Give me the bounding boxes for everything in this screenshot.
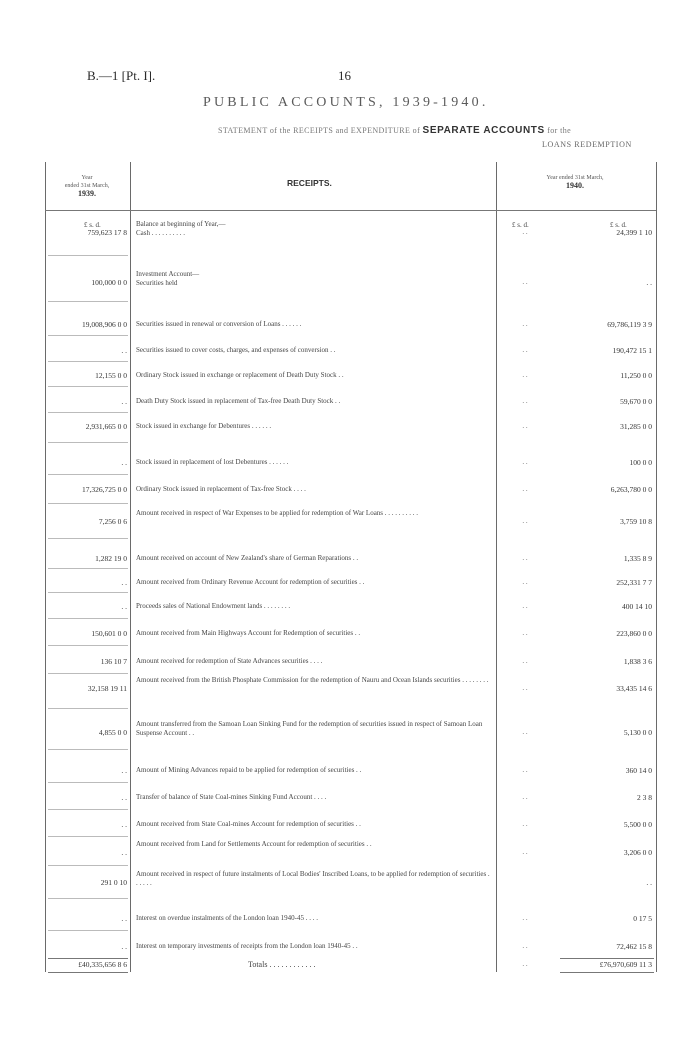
row-description: Stock issued in replacement of lost Debentures . . . . . .: [136, 458, 289, 466]
row-description: Proceeds sales of National Endowment lands . . . . . . . .: [136, 602, 291, 610]
header-bottom-rule: [45, 210, 656, 211]
totals-bottom-rule: [48, 972, 128, 973]
row-description: Amount received from State Coal-mines Account for redemption of securities . .: [136, 820, 361, 828]
row-amount-1940: 252,331 7 7: [616, 578, 652, 587]
row-amount-col3: . .: [522, 554, 528, 562]
row-amount-1939: . .: [121, 848, 127, 857]
table-border-left: [45, 162, 46, 972]
column-header-receipts: RECEIPTS.: [287, 178, 332, 188]
row-description: Balance at beginning of Year,— Cash . . . . . . . . . .: [136, 220, 226, 237]
row-separator: [48, 673, 128, 674]
statement-subtitle: [218, 125, 571, 136]
row-description: Investment Account— Securities held: [136, 270, 200, 287]
totals-top-rule: [48, 958, 128, 959]
row-amount-1940: 190,472 15 1: [612, 346, 652, 355]
row-separator: [48, 412, 128, 413]
row-separator: [48, 592, 128, 593]
row-amount-col3: . .: [522, 578, 528, 586]
row-amount-1940: 11,250 0 0: [620, 371, 652, 380]
row-description: Securities issued to cover costs, charges, and expenses of conversion . .: [136, 346, 336, 354]
row-description: Amount received in respect of future instalments of Local Bodies' Inscribed Loans, to be applied for redemption of securities . . . . . .: [136, 870, 490, 887]
row-amount-col3: . .: [522, 766, 528, 774]
row-amount-1939: . .: [121, 397, 127, 406]
column-divider-1940: [656, 162, 657, 972]
row-amount-1940: 33,435 14 6: [616, 684, 652, 693]
row-amount-1940: 1,335 8 9: [623, 554, 652, 563]
row-amount-1940: 3,759 10 8: [620, 517, 652, 526]
row-description: Transfer of balance of State Coal-mines Sinking Fund Account . . . .: [136, 793, 327, 801]
row-separator: [48, 782, 128, 783]
row-amount-1939: 32,158 19 11: [87, 684, 127, 693]
row-amount-1939: 17,326,725 0 0: [82, 485, 127, 494]
row-amount-col3: . .: [522, 793, 528, 801]
row-description: Ordinary Stock issued in exchange or replacement of Death Duty Stock . .: [136, 371, 344, 379]
row-amount-1940: 400 14 10: [622, 602, 652, 611]
row-description: Death Duty Stock issued in replacement of Tax-free Death Duty Stock . .: [136, 397, 341, 405]
row-separator: [48, 930, 128, 931]
row-amount-1940: 1,838 3 6: [623, 657, 652, 666]
subtitle-tail-text: for the: [547, 126, 572, 135]
row-description: Ordinary Stock issued in replacement of Tax-free Stock . . . .: [136, 485, 306, 493]
totals-label: Totals . . . . . . . . . . . .: [248, 960, 316, 969]
row-amount-1940: 59,670 0 0: [620, 397, 652, 406]
column-header-1939: Year ended 31st March, 1939.: [64, 175, 110, 198]
row-amount-1940: 72,462 15 8: [616, 942, 652, 951]
row-amount-col3: . .: [522, 517, 528, 525]
totals-1940: £76,970,609 11 3: [599, 960, 652, 969]
row-amount-1939: 100,000 0 0: [91, 278, 127, 287]
row-amount-col3: . .: [522, 371, 528, 379]
row-separator: [48, 836, 128, 837]
row-amount-1939: . .: [121, 458, 127, 467]
row-description: Securities issued in renewal or conversion of Loans . . . . . .: [136, 320, 302, 328]
row-separator: [48, 618, 128, 619]
row-amount-col3: . .: [522, 657, 528, 665]
row-description: Interest on overdue instalments of the London loan 1940-45 . . . .: [136, 914, 318, 922]
row-amount-1940: 31,285 0 0: [620, 422, 652, 431]
row-separator: [48, 386, 128, 387]
column-divider-receipts: [496, 162, 497, 972]
page-title: PUBLIC ACCOUNTS, 1939-1940.: [203, 95, 489, 110]
row-amount-1939: . .: [121, 942, 127, 951]
column-divider-1939: [130, 162, 131, 972]
row-amount-col3: . .: [522, 602, 528, 610]
row-description: Amount received from the British Phosphate Commission for the redemption of Nauru and Ocean Islands securities . . . . . . . .: [136, 676, 489, 684]
totals-bottom-rule-1940: [560, 972, 654, 973]
row-amount-col3: . .: [522, 458, 528, 466]
subtitle-small-text: STATEMENT of the RECEIPTS and EXPENDITURE of: [218, 126, 421, 135]
units-1940: £ s. d.: [610, 221, 627, 229]
row-description: Amount received from Main Highways Account for Redemption of securities . .: [136, 629, 361, 637]
totals-col3: . .: [522, 960, 528, 968]
row-amount-1939: 136 10 7: [100, 657, 127, 666]
row-amount-col3: . .: [522, 485, 528, 493]
row-amount-1939: 759,623 17 8: [87, 228, 127, 237]
row-description: Amount received on account of New Zealand's share of German Reparations . .: [136, 554, 359, 562]
row-amount-col3: . .: [522, 228, 528, 236]
row-amount-1940: 6,263,780 0 0: [610, 485, 652, 494]
row-amount-1939: 19,008,906 0 0: [82, 320, 127, 329]
row-amount-col3: . .: [522, 848, 528, 856]
row-amount-1940: 360 14 0: [625, 766, 652, 775]
row-amount-col3: . .: [522, 422, 528, 430]
row-amount-col3: . .: [522, 728, 528, 736]
document-reference: B.—1 [Pt. I].: [87, 68, 156, 83]
row-amount-1939: 1,282 19 0: [95, 554, 127, 563]
row-amount-1940: 5,130 0 0: [623, 728, 652, 737]
row-description: Amount received for redemption of State Advances securities . . . .: [136, 657, 323, 665]
totals-1939: £40,335,656 8 6: [78, 960, 127, 969]
row-separator: [48, 255, 128, 256]
row-separator: [48, 503, 128, 504]
row-amount-1940: 69,786,119 3 9: [607, 320, 652, 329]
row-amount-1939: . .: [121, 346, 127, 355]
page-number: 16: [338, 68, 351, 83]
row-amount-col3: . .: [522, 914, 528, 922]
row-amount-col3: . .: [522, 629, 528, 637]
row-amount-col3: . .: [522, 346, 528, 354]
row-amount-1939: . .: [121, 578, 127, 587]
row-amount-1939: 291 0 10: [100, 878, 127, 887]
row-amount-1940: . .: [646, 878, 652, 887]
row-amount-col3: . .: [522, 278, 528, 286]
row-amount-1939: . .: [121, 820, 127, 829]
row-separator: [48, 361, 128, 362]
row-separator: [48, 568, 128, 569]
row-separator: [48, 538, 128, 539]
row-separator: [48, 809, 128, 810]
row-amount-1940: 5,500 0 0: [623, 820, 652, 829]
row-separator: [48, 865, 128, 866]
subtitle-account-name: LOANS REDEMPTION: [542, 140, 632, 149]
row-amount-1939: . .: [121, 766, 127, 775]
units-col3: £ s. d.: [512, 221, 529, 229]
subtitle-bold-text: SEPARATE ACCOUNTS: [422, 125, 545, 136]
row-separator: [48, 645, 128, 646]
row-amount-1939: 150,601 0 0: [91, 629, 127, 638]
row-amount-col3: . .: [522, 820, 528, 828]
row-description: Amount received from Ordinary Revenue Account for redemption of securities . .: [136, 578, 365, 586]
column-header-1940: Year ended 31st March, 1940.: [546, 175, 604, 190]
row-amount-col3: . .: [522, 942, 528, 950]
row-amount-1940: 0 17 5: [633, 914, 652, 923]
row-amount-1940: . .: [646, 278, 652, 287]
row-amount-1940: 24,399 1 10: [616, 228, 652, 237]
row-description: Amount received in respect of War Expenses to be applied for redemption of War Loans . . . . . . . . . .: [136, 509, 419, 517]
row-amount-1939: . .: [121, 793, 127, 802]
row-amount-1940: 3,206 0 0: [623, 848, 652, 857]
row-amount-col3: . .: [522, 320, 528, 328]
row-amount-1939: 12,155 0 0: [95, 371, 127, 380]
row-description: Amount transferred from the Samoan Loan Sinking Fund for the redemption of securities issued in respect of Samoan Loan Suspense Account . .: [136, 720, 483, 737]
row-amount-1939: 4,855 0 0: [98, 728, 127, 737]
row-amount-col3: . .: [522, 684, 528, 692]
row-amount-1939: . .: [121, 602, 127, 611]
row-amount-1940: 100 0 0: [629, 458, 652, 467]
row-description: Amount of Mining Advances repaid to be applied for redemption of securities . .: [136, 766, 362, 774]
row-separator: [48, 442, 128, 443]
row-amount-col3: . .: [522, 397, 528, 405]
row-separator: [48, 335, 128, 336]
row-description: Stock issued in exchange for Debentures . . . . . .: [136, 422, 272, 430]
row-separator: [48, 749, 128, 750]
row-amount-1939: 7,256 0 6: [98, 517, 127, 526]
row-amount-1940: 223,860 0 0: [616, 629, 652, 638]
row-description: Amount received from Land for Settlements Account for redemption of securities . .: [136, 840, 372, 848]
totals-top-rule-1940: [560, 958, 654, 959]
row-separator: [48, 474, 128, 475]
row-description: Interest on temporary investments of receipts from the London loan 1940-45 . .: [136, 942, 358, 950]
row-separator: [48, 301, 128, 302]
row-separator: [48, 708, 128, 709]
row-amount-1940: 2 3 8: [637, 793, 652, 802]
units-1939: £ s. d.: [84, 221, 101, 229]
row-separator: [48, 898, 128, 899]
row-amount-1939: . .: [121, 914, 127, 923]
row-amount-1939: 2,931,665 0 0: [85, 422, 127, 431]
